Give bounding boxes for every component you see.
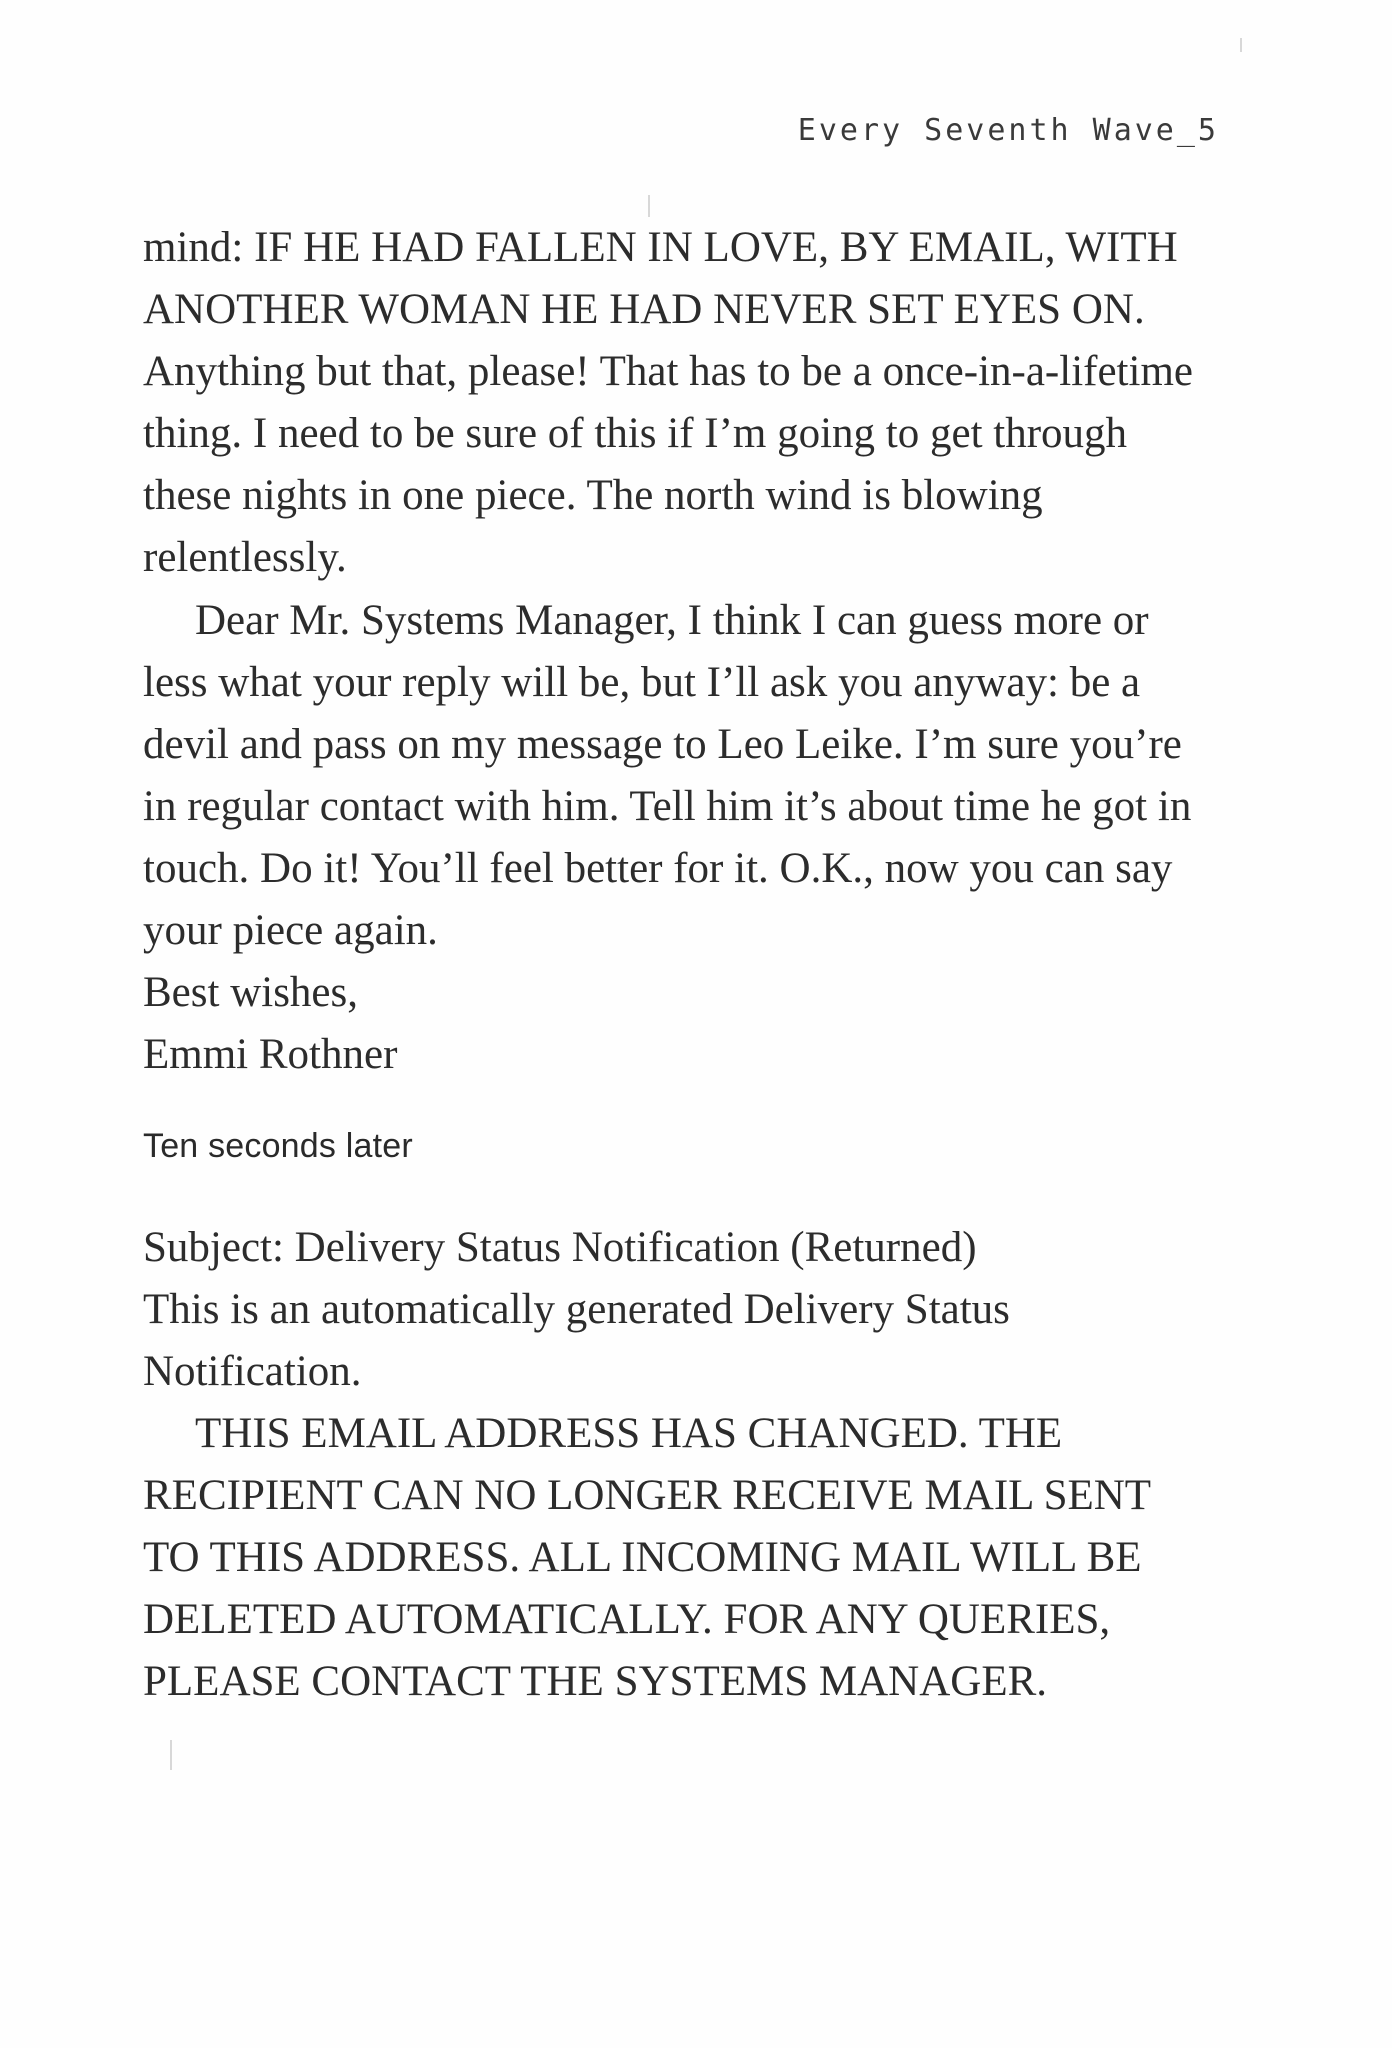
scan-mark (648, 195, 650, 217)
notice-paragraph: THIS EMAIL ADDRESS HAS CHANGED. THE RECIPIENT CAN NO LONGER RECEIVE MAIL SENT TO THIS ADDRESS. ALL INCOMING MAIL WILL BE DELETED AUTOMATICALLY. FOR ANY QUERIES, PLEASE CONTACT THE SYSTEMS MANAGER. (143, 1410, 1151, 1705)
body-paragraph: Dear Mr. Systems Manager, I think I can guess more or less what your reply will be, but I’ll ask you anyway: be a devil and pass on my message to Leo Leike. I’m sure you’re in regular contact with him. Tell him it’s about time he got in touch. Do it! You’ll feel better for it. O.K., now you can say your piece again. (143, 597, 1192, 954)
auto-notice: This is an automatically generated Delivery Status Notification. (143, 1286, 1010, 1395)
section-heading: Ten seconds later (143, 1127, 413, 1165)
paragraph-block (143, 217, 1213, 589)
paragraph-block (143, 590, 1213, 962)
email-header-block (143, 1217, 1213, 1403)
subject-line: Subject: Delivery Status Notification (Returned) (143, 1224, 977, 1271)
signature: Emmi Rothner (143, 1031, 398, 1078)
body-paragraph: mind: IF HE HAD FALLEN IN LOVE, BY EMAIL, WITH ANOTHER WOMAN HE HAD NEVER SET EYES ON. Anything but that, please! That has to be a once-in-a-lifetime thing. I need to be sure of this if I’m going to get through these nights in one piece. The north wind is blowing relentlessly. (143, 224, 1193, 581)
sign-off (143, 962, 1213, 1086)
running-head: Every Seventh Wave_5 (797, 113, 1219, 148)
scan-mark (170, 1740, 172, 1770)
paragraph-block (143, 1403, 1213, 1713)
closing-line: Best wishes, (143, 969, 358, 1016)
scan-mark (1240, 38, 1242, 52)
